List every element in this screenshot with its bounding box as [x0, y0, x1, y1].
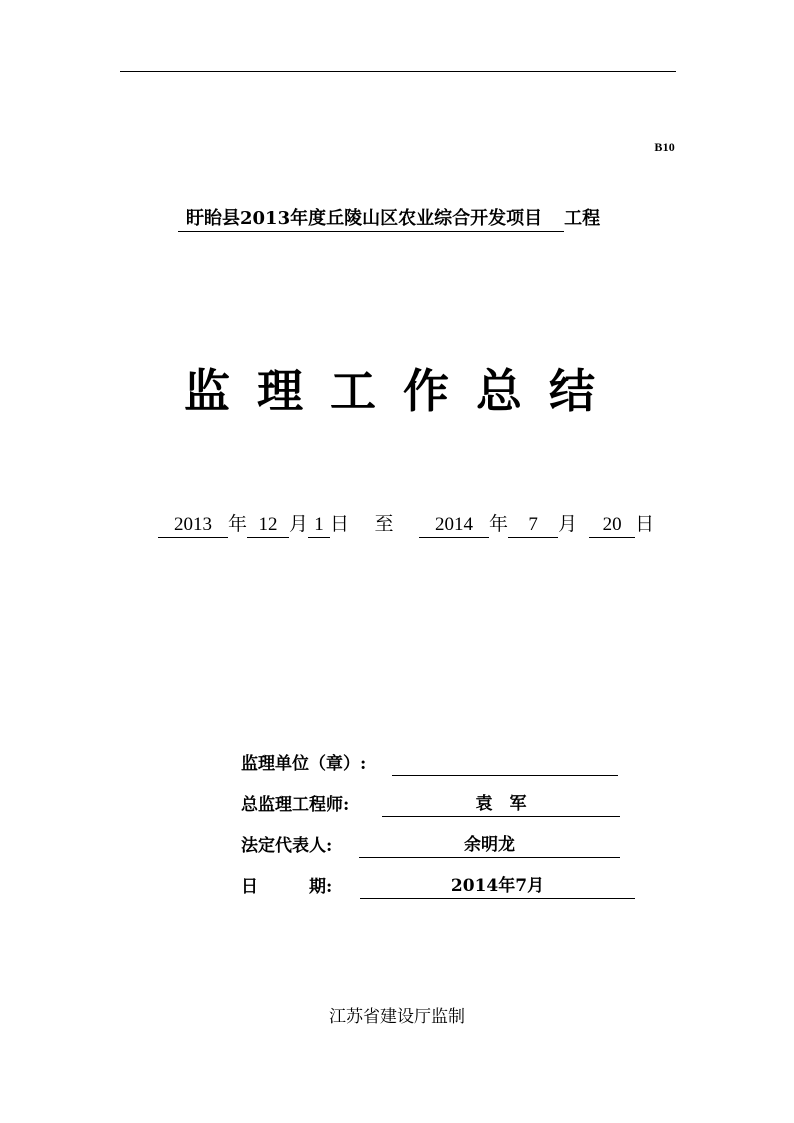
- period-connector: 至: [374, 514, 394, 535]
- legal-representative-label: 法定代表人:: [241, 836, 333, 856]
- unit-month-end: 月: [558, 514, 578, 535]
- unit-day-end: 日: [635, 514, 655, 535]
- project-name: 盱眙县2013年度丘陵山区农业综合开发项目: [178, 207, 564, 232]
- end-month: 7: [508, 513, 558, 538]
- unit-year-end: 年: [489, 514, 509, 535]
- start-year: 2013: [158, 513, 228, 538]
- unit-month: 月: [289, 514, 309, 535]
- chief-engineer-field[interactable]: 袁 军: [382, 793, 620, 817]
- period-line: [158, 512, 654, 538]
- date-field[interactable]: 2014年7月: [360, 875, 635, 899]
- date-label: 日 期:: [241, 877, 333, 897]
- supervision-unit-label: 监理单位（章）:: [241, 754, 367, 774]
- document-title: 监理工作总结: [184, 364, 622, 418]
- start-month: 12: [247, 513, 289, 538]
- start-day: 1: [308, 513, 330, 538]
- issuer-note: 江苏省建设厅监制: [329, 1007, 465, 1027]
- end-day: 20: [589, 513, 635, 538]
- header-rule: [120, 71, 676, 72]
- project-title-line: [178, 207, 600, 232]
- project-suffix: 工程: [564, 208, 601, 229]
- end-year: 2014: [419, 513, 489, 538]
- unit-day: 日: [330, 514, 350, 535]
- unit-year: 年: [228, 514, 248, 535]
- form-code: B10: [654, 140, 675, 154]
- chief-engineer-label: 总监理工程师:: [241, 795, 350, 815]
- supervision-unit-field[interactable]: [392, 752, 618, 776]
- legal-representative-field[interactable]: 余明龙: [359, 834, 620, 858]
